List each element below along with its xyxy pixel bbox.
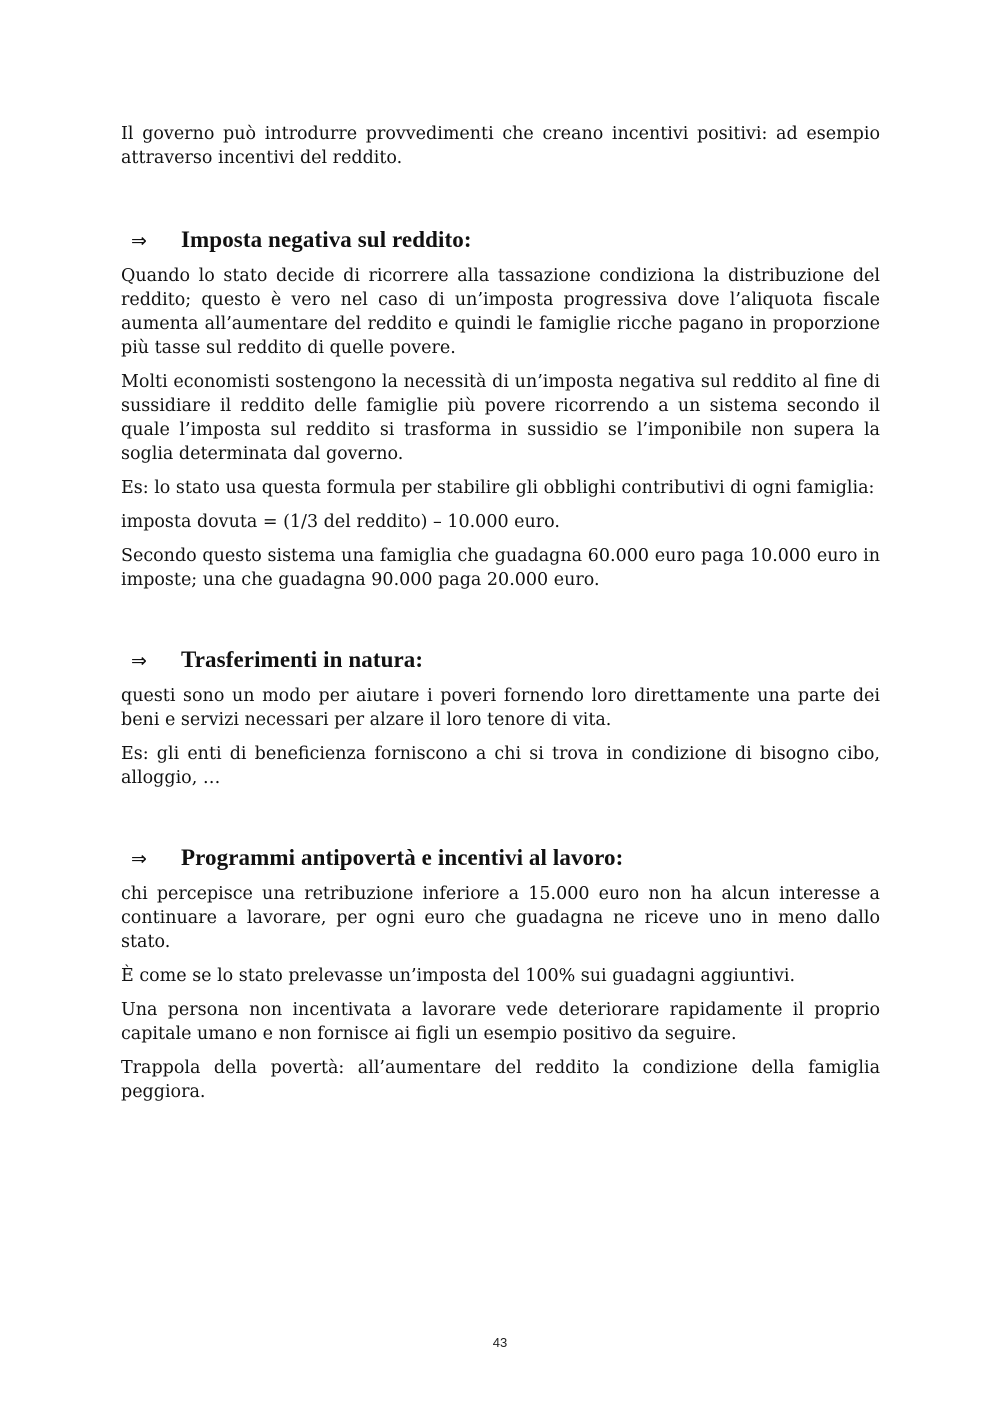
double-arrow-icon: ⇒ xyxy=(131,848,147,870)
paragraph: chi percepisce una retribuzione inferiore a 15.000 euro non ha alcun interesse a continuare a lavorare, per ogni euro che guadagna ne riceve uno in meno dallo stato. xyxy=(121,884,880,952)
paragraph: Quando lo stato decide di ricorrere alla tassazione condiziona la distribuzione del reddito; questo è vero nel caso di un’imposta progressiva dove l’aliquota fiscale aumenta all’aumentare del reddito e quindi le famiglie ricche pagano in proporzione più tasse sul reddito di quelle povere. xyxy=(121,266,880,358)
section-programmi-antipoverta xyxy=(121,846,880,1104)
double-arrow-icon: ⇒ xyxy=(131,650,147,672)
document-page xyxy=(121,122,880,1114)
formula-paragraph: imposta dovuta = (1/3 del reddito) – 10.000 euro. xyxy=(121,512,560,532)
section-heading-row xyxy=(121,648,880,673)
page-number: 43 xyxy=(492,1335,508,1350)
double-arrow-icon: ⇒ xyxy=(131,230,147,252)
paragraph: Es: gli enti di beneficienza forniscono a chi si trova in condizione di bisogno cibo, alloggio, … xyxy=(121,744,880,788)
paragraph: Trappola della povertà: all’aumentare del reddito la condizione della famiglia peggiora. xyxy=(121,1058,880,1102)
section-heading-row xyxy=(121,228,880,253)
section-imposta-negativa xyxy=(121,228,880,592)
section-heading: Trasferimenti in natura: xyxy=(181,647,424,672)
section-heading-row xyxy=(121,846,880,871)
paragraph: Es: lo stato usa questa formula per stabilire gli obblighi contributivi di ogni famiglia: xyxy=(121,478,875,498)
paragraph: Una persona non incentivata a lavorare vede deteriorare rapidamente il proprio capitale umano e non fornisce ai figli un esempio positivo da seguire. xyxy=(121,1000,880,1044)
paragraph: questi sono un modo per aiutare i poveri fornendo loro direttamente una parte dei beni e servizi necessari per alzare il loro tenore di vita. xyxy=(121,686,880,730)
intro-paragraph: Il governo può introdurre provvedimenti che creano incentivi positivi: ad esempio attraverso incentivi del reddito. xyxy=(121,124,880,168)
paragraph: Molti economisti sostengono la necessità di un’imposta negativa sul reddito al fine di sussidiare il reddito delle famiglie più povere ricorrendo a un sistema secondo il quale l’imposta sul reddito si trasforma in sussidio se l’imponibile non supera la soglia determinata dal governo. xyxy=(121,372,880,464)
paragraph: Secondo questo sistema una famiglia che guadagna 60.000 euro paga 10.000 euro in imposte; una che guadagna 90.000 paga 20.000 euro. xyxy=(121,546,880,590)
section-heading: Imposta negativa sul reddito: xyxy=(181,227,472,252)
section-trasferimenti-in-natura xyxy=(121,648,880,790)
paragraph: È come se lo stato prelevasse un’imposta del 100% sui guadagni aggiuntivi. xyxy=(121,966,796,986)
section-heading: Programmi antipovertà e incentivi al lavoro: xyxy=(181,845,624,870)
